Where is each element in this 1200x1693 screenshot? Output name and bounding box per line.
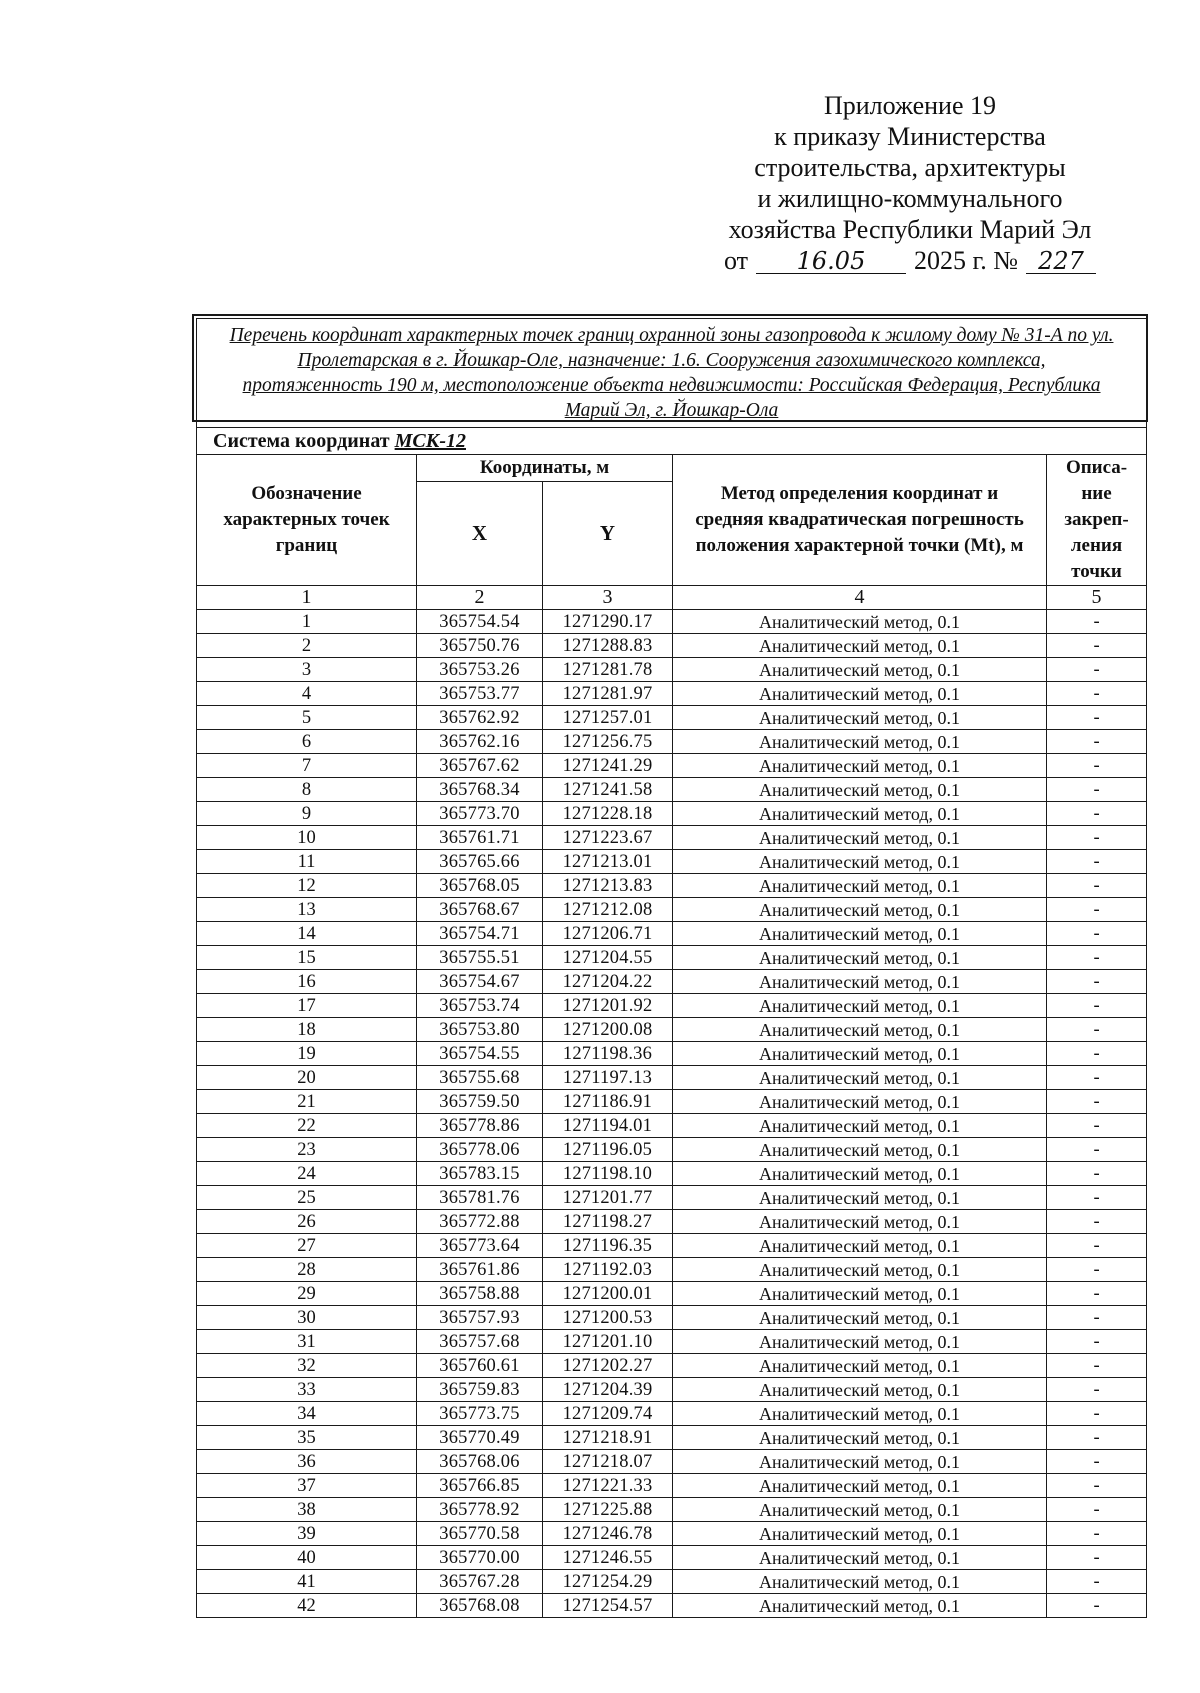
point-number: 36 (197, 1450, 417, 1474)
description-cell: - (1047, 898, 1147, 922)
description-cell: - (1047, 1234, 1147, 1258)
table-row (197, 922, 1147, 946)
description-cell: - (1047, 1402, 1147, 1426)
coordinate-system-label: Система координат (213, 429, 390, 452)
coordinate-y: 1271288.83 (543, 634, 673, 658)
description-cell: - (1047, 634, 1147, 658)
point-number: 38 (197, 1498, 417, 1522)
coordinate-y: 1271241.58 (543, 778, 673, 802)
table-row (197, 1306, 1147, 1330)
description-cell: - (1047, 1354, 1147, 1378)
point-number: 11 (197, 850, 417, 874)
coordinate-x: 365783.15 (417, 1162, 543, 1186)
column-number: 1 (197, 586, 417, 610)
coordinate-y: 1271192.03 (543, 1258, 673, 1282)
coordinate-y: 1271254.57 (543, 1594, 673, 1618)
description-cell: - (1047, 1498, 1147, 1522)
appendix-line-3: строительства, архитектуры (754, 153, 1066, 182)
description-cell: - (1047, 1378, 1147, 1402)
table-row (197, 1090, 1147, 1114)
description-cell: - (1047, 1042, 1147, 1066)
method-cell: Аналитический метод, 0.1 (673, 682, 1047, 706)
table-row (197, 658, 1147, 682)
table-row (197, 1066, 1147, 1090)
coordinate-system-value: МСК-12 (394, 429, 466, 452)
point-number: 19 (197, 1042, 417, 1066)
method-cell: Аналитический метод, 0.1 (673, 1594, 1047, 1618)
coordinate-x: 365753.77 (417, 682, 543, 706)
coordinate-x: 365767.62 (417, 754, 543, 778)
method-cell: Аналитический метод, 0.1 (673, 1210, 1047, 1234)
point-number: 15 (197, 946, 417, 970)
method-cell: Аналитический метод, 0.1 (673, 754, 1047, 778)
point-number: 10 (197, 826, 417, 850)
description-cell: - (1047, 610, 1147, 634)
appendix-date-line (700, 245, 1120, 276)
coordinate-y: 1271198.27 (543, 1210, 673, 1234)
appendix-title: Приложение 19 (823, 91, 997, 120)
table-row (197, 1594, 1147, 1618)
description-cell: - (1047, 706, 1147, 730)
table-row (197, 826, 1147, 850)
method-cell: Аналитический метод, 0.1 (673, 1162, 1047, 1186)
point-number: 40 (197, 1546, 417, 1570)
method-cell: Аналитический метод, 0.1 (673, 706, 1047, 730)
coordinate-y: 1271246.78 (543, 1522, 673, 1546)
date-prefix: от (723, 246, 748, 275)
method-cell: Аналитический метод, 0.1 (673, 994, 1047, 1018)
table-row (197, 1546, 1147, 1570)
coordinate-y: 1271223.67 (543, 826, 673, 850)
coordinate-x: 365768.05 (417, 874, 543, 898)
point-number: 41 (197, 1570, 417, 1594)
coordinate-x: 365754.71 (417, 922, 543, 946)
coordinate-y: 1271256.75 (543, 730, 673, 754)
method-cell: Аналитический метод, 0.1 (673, 946, 1047, 970)
table-row (197, 1498, 1147, 1522)
coordinate-y: 1271186.91 (543, 1090, 673, 1114)
description-cell: - (1047, 1114, 1147, 1138)
method-cell: Аналитический метод, 0.1 (673, 826, 1047, 850)
method-cell: Аналитический метод, 0.1 (673, 1522, 1047, 1546)
description-cell: - (1047, 1570, 1147, 1594)
header-y: Y (543, 482, 673, 586)
coordinate-x: 365773.64 (417, 1234, 543, 1258)
table-row (197, 1330, 1147, 1354)
table-row (197, 970, 1147, 994)
description-cell: - (1047, 1522, 1147, 1546)
method-cell: Аналитический метод, 0.1 (673, 1474, 1047, 1498)
coordinate-y: 1271200.01 (543, 1282, 673, 1306)
point-number: 8 (197, 778, 417, 802)
coordinate-x: 365757.93 (417, 1306, 543, 1330)
header-description: Описа-ние закреп-ления точки (1047, 455, 1147, 586)
description-cell: - (1047, 874, 1147, 898)
coordinate-y: 1271198.10 (543, 1162, 673, 1186)
description-cell: - (1047, 1138, 1147, 1162)
column-number: 2 (417, 586, 543, 610)
coordinate-x: 365778.92 (417, 1498, 543, 1522)
coordinate-x: 365755.51 (417, 946, 543, 970)
coordinate-x: 365750.76 (417, 634, 543, 658)
coordinate-system-row (197, 428, 1147, 455)
method-cell: Аналитический метод, 0.1 (673, 730, 1047, 754)
coordinate-x: 365759.83 (417, 1378, 543, 1402)
point-number: 6 (197, 730, 417, 754)
table-row (197, 802, 1147, 826)
point-number: 16 (197, 970, 417, 994)
coordinate-x: 365773.75 (417, 1402, 543, 1426)
coordinate-y: 1271197.13 (543, 1066, 673, 1090)
table-row (197, 1018, 1147, 1042)
method-cell: Аналитический метод, 0.1 (673, 1282, 1047, 1306)
table-row (197, 1450, 1147, 1474)
method-cell: Аналитический метод, 0.1 (673, 1042, 1047, 1066)
column-number-row (197, 586, 1147, 610)
coordinate-x: 365753.80 (417, 1018, 543, 1042)
point-number: 1 (197, 610, 417, 634)
description-cell: - (1047, 802, 1147, 826)
point-number: 28 (197, 1258, 417, 1282)
point-number: 13 (197, 898, 417, 922)
point-number: 42 (197, 1594, 417, 1618)
coordinate-y: 1271225.88 (543, 1498, 673, 1522)
description-cell: - (1047, 1090, 1147, 1114)
coordinate-x: 365773.70 (417, 802, 543, 826)
coordinate-y: 1271281.97 (543, 682, 673, 706)
table-row (197, 1162, 1147, 1186)
table-row (197, 634, 1147, 658)
description-cell: - (1047, 1186, 1147, 1210)
point-number: 37 (197, 1474, 417, 1498)
point-number: 34 (197, 1402, 417, 1426)
method-cell: Аналитический метод, 0.1 (673, 1402, 1047, 1426)
coordinate-y: 1271196.35 (543, 1234, 673, 1258)
column-number: 3 (543, 586, 673, 610)
coordinate-x: 365759.50 (417, 1090, 543, 1114)
table-row (197, 1042, 1147, 1066)
description-cell: - (1047, 970, 1147, 994)
description-cell: - (1047, 1450, 1147, 1474)
method-cell: Аналитический метод, 0.1 (673, 1498, 1047, 1522)
point-number: 23 (197, 1138, 417, 1162)
coordinate-x: 365778.86 (417, 1114, 543, 1138)
header-point: Обозначение характерных точек границ (197, 455, 417, 586)
coordinate-y: 1271204.39 (543, 1378, 673, 1402)
method-cell: Аналитический метод, 0.1 (673, 1018, 1047, 1042)
point-number: 31 (197, 1330, 417, 1354)
coordinate-y: 1271202.27 (543, 1354, 673, 1378)
header-x: X (417, 482, 543, 586)
coordinate-x: 365768.67 (417, 898, 543, 922)
description-cell: - (1047, 1162, 1147, 1186)
handwritten-number: 227 (1026, 249, 1096, 274)
coordinate-y: 1271221.33 (543, 1474, 673, 1498)
table-row (197, 1138, 1147, 1162)
method-cell: Аналитический метод, 0.1 (673, 1258, 1047, 1282)
table-row (197, 1426, 1147, 1450)
description-cell: - (1047, 922, 1147, 946)
point-number: 24 (197, 1162, 417, 1186)
method-cell: Аналитический метод, 0.1 (673, 1378, 1047, 1402)
coordinate-y: 1271209.74 (543, 1402, 673, 1426)
table-row (197, 1378, 1147, 1402)
point-number: 26 (197, 1210, 417, 1234)
appendix-line-2: к приказу Министерства (774, 122, 1046, 151)
coordinate-y: 1271241.29 (543, 754, 673, 778)
point-number: 21 (197, 1090, 417, 1114)
table-row (197, 610, 1147, 634)
description-cell: - (1047, 826, 1147, 850)
point-number: 35 (197, 1426, 417, 1450)
coordinate-y: 1271213.01 (543, 850, 673, 874)
point-number: 30 (197, 1306, 417, 1330)
point-number: 18 (197, 1018, 417, 1042)
table-row (197, 1354, 1147, 1378)
coordinate-y: 1271204.55 (543, 946, 673, 970)
description-cell: - (1047, 682, 1147, 706)
coordinate-y: 1271218.07 (543, 1450, 673, 1474)
point-number: 17 (197, 994, 417, 1018)
description-cell: - (1047, 778, 1147, 802)
coordinates-table (196, 318, 1147, 1618)
coordinate-y: 1271290.17 (543, 610, 673, 634)
description-cell: - (1047, 1066, 1147, 1090)
method-cell: Аналитический метод, 0.1 (673, 658, 1047, 682)
coordinate-x: 365768.34 (417, 778, 543, 802)
point-number: 25 (197, 1186, 417, 1210)
table-row (197, 1186, 1147, 1210)
coordinate-x: 365762.92 (417, 706, 543, 730)
method-cell: Аналитический метод, 0.1 (673, 1090, 1047, 1114)
coordinate-y: 1271201.77 (543, 1186, 673, 1210)
description-cell: - (1047, 850, 1147, 874)
description-cell: - (1047, 994, 1147, 1018)
coordinate-x: 365753.26 (417, 658, 543, 682)
method-cell: Аналитический метод, 0.1 (673, 874, 1047, 898)
handwritten-date: 16.05 (756, 249, 906, 274)
table-row (197, 754, 1147, 778)
coordinate-y: 1271196.05 (543, 1138, 673, 1162)
point-number: 20 (197, 1066, 417, 1090)
coordinate-x: 365754.54 (417, 610, 543, 634)
description-cell: - (1047, 1546, 1147, 1570)
method-cell: Аналитический метод, 0.1 (673, 634, 1047, 658)
point-number: 7 (197, 754, 417, 778)
table-row (197, 850, 1147, 874)
method-cell: Аналитический метод, 0.1 (673, 610, 1047, 634)
coordinate-x: 365753.74 (417, 994, 543, 1018)
table-row (197, 1402, 1147, 1426)
point-number: 33 (197, 1378, 417, 1402)
method-cell: Аналитический метод, 0.1 (673, 1138, 1047, 1162)
coordinate-x: 365772.88 (417, 1210, 543, 1234)
method-cell: Аналитический метод, 0.1 (673, 1066, 1047, 1090)
coordinate-y: 1271254.29 (543, 1570, 673, 1594)
coordinate-x: 365755.68 (417, 1066, 543, 1090)
coordinate-x: 365770.00 (417, 1546, 543, 1570)
coordinate-x: 365781.76 (417, 1186, 543, 1210)
description-cell: - (1047, 730, 1147, 754)
method-cell: Аналитический метод, 0.1 (673, 898, 1047, 922)
description-cell: - (1047, 1306, 1147, 1330)
coordinate-x: 365754.67 (417, 970, 543, 994)
point-number: 27 (197, 1234, 417, 1258)
appendix-line-4: и жилищно-коммунального (757, 184, 1063, 213)
table-row (197, 778, 1147, 802)
description-cell: - (1047, 1474, 1147, 1498)
coordinate-x: 365758.88 (417, 1282, 543, 1306)
method-cell: Аналитический метод, 0.1 (673, 970, 1047, 994)
method-cell: Аналитический метод, 0.1 (673, 850, 1047, 874)
coordinate-y: 1271246.55 (543, 1546, 673, 1570)
coordinate-y: 1271201.92 (543, 994, 673, 1018)
coordinate-x: 365762.16 (417, 730, 543, 754)
point-number: 5 (197, 706, 417, 730)
coordinate-y: 1271194.01 (543, 1114, 673, 1138)
coordinate-x: 365778.06 (417, 1138, 543, 1162)
description-cell: - (1047, 754, 1147, 778)
coordinate-x: 365754.55 (417, 1042, 543, 1066)
table-row (197, 946, 1147, 970)
method-cell: Аналитический метод, 0.1 (673, 1186, 1047, 1210)
table-row (197, 1210, 1147, 1234)
coordinate-y: 1271218.91 (543, 1426, 673, 1450)
coordinate-x: 365768.06 (417, 1450, 543, 1474)
coordinate-x: 365766.85 (417, 1474, 543, 1498)
table-row (197, 1282, 1147, 1306)
description-cell: - (1047, 1258, 1147, 1282)
table-row (197, 1234, 1147, 1258)
method-cell: Аналитический метод, 0.1 (673, 1546, 1047, 1570)
point-number: 32 (197, 1354, 417, 1378)
point-number: 2 (197, 634, 417, 658)
method-cell: Аналитический метод, 0.1 (673, 1570, 1047, 1594)
table-row (197, 994, 1147, 1018)
coordinate-y: 1271281.78 (543, 658, 673, 682)
coordinate-y: 1271201.10 (543, 1330, 673, 1354)
method-cell: Аналитический метод, 0.1 (673, 922, 1047, 946)
coordinate-y: 1271200.08 (543, 1018, 673, 1042)
table-row (197, 1258, 1147, 1282)
method-cell: Аналитический метод, 0.1 (673, 1306, 1047, 1330)
description-cell: - (1047, 658, 1147, 682)
description-cell: - (1047, 1282, 1147, 1306)
table-row (197, 682, 1147, 706)
coordinate-x: 365770.58 (417, 1522, 543, 1546)
method-cell: Аналитический метод, 0.1 (673, 1114, 1047, 1138)
method-cell: Аналитический метод, 0.1 (673, 1426, 1047, 1450)
table-row (197, 1522, 1147, 1546)
table-title: Перечень координат характерных точек границ охранной зоны газопровода к жилому дому № 31-А по ул. Пролетарская в г. Йошкар-Оле, назначение: 1.6. Сооружения газохимического комплекса, протяженность 190 м, местоположение объекта недвижимости: Российская Федерация, Республика Марий Эл, г. Йошкар-Ола (197, 319, 1147, 428)
point-number: 9 (197, 802, 417, 826)
table-row (197, 706, 1147, 730)
point-number: 14 (197, 922, 417, 946)
method-cell: Аналитический метод, 0.1 (673, 1330, 1047, 1354)
description-cell: - (1047, 946, 1147, 970)
appendix-line-5: хозяйства Республики Марий Эл (728, 215, 1092, 244)
coordinate-y: 1271204.22 (543, 970, 673, 994)
method-cell: Аналитический метод, 0.1 (673, 1234, 1047, 1258)
coordinate-x: 365768.08 (417, 1594, 543, 1618)
table-row (197, 730, 1147, 754)
point-number: 12 (197, 874, 417, 898)
method-cell: Аналитический метод, 0.1 (673, 802, 1047, 826)
coordinate-x: 365761.71 (417, 826, 543, 850)
coordinate-y: 1271198.36 (543, 1042, 673, 1066)
description-cell: - (1047, 1426, 1147, 1450)
table-row (197, 1474, 1147, 1498)
appendix-header (700, 90, 1120, 276)
point-number: 4 (197, 682, 417, 706)
column-number: 4 (673, 586, 1047, 610)
coordinate-x: 365760.61 (417, 1354, 543, 1378)
table-row (197, 874, 1147, 898)
table-row (197, 1114, 1147, 1138)
header-method: Метод определения координат и средняя квадратическая погрешность положения характерной точки (Mt), м (673, 455, 1047, 586)
coordinate-x: 365761.86 (417, 1258, 543, 1282)
header-coordinates: Координаты, м (417, 455, 673, 482)
coordinate-y: 1271228.18 (543, 802, 673, 826)
coordinate-y: 1271212.08 (543, 898, 673, 922)
method-cell: Аналитический метод, 0.1 (673, 1450, 1047, 1474)
table-row (197, 898, 1147, 922)
description-cell: - (1047, 1594, 1147, 1618)
description-cell: - (1047, 1210, 1147, 1234)
method-cell: Аналитический метод, 0.1 (673, 778, 1047, 802)
coordinate-x: 365765.66 (417, 850, 543, 874)
coordinate-x: 365770.49 (417, 1426, 543, 1450)
method-cell: Аналитический метод, 0.1 (673, 1354, 1047, 1378)
point-number: 3 (197, 658, 417, 682)
coordinate-y: 1271213.83 (543, 874, 673, 898)
coordinate-y: 1271200.53 (543, 1306, 673, 1330)
coordinate-y: 1271257.01 (543, 706, 673, 730)
column-number: 5 (1047, 586, 1147, 610)
point-number: 22 (197, 1114, 417, 1138)
coordinate-x: 365767.28 (417, 1570, 543, 1594)
table-row (197, 1570, 1147, 1594)
coordinate-y: 1271206.71 (543, 922, 673, 946)
point-number: 29 (197, 1282, 417, 1306)
description-cell: - (1047, 1018, 1147, 1042)
coordinate-x: 365757.68 (417, 1330, 543, 1354)
point-number: 39 (197, 1522, 417, 1546)
year-number-label: 2025 г. № (913, 246, 1019, 275)
description-cell: - (1047, 1330, 1147, 1354)
